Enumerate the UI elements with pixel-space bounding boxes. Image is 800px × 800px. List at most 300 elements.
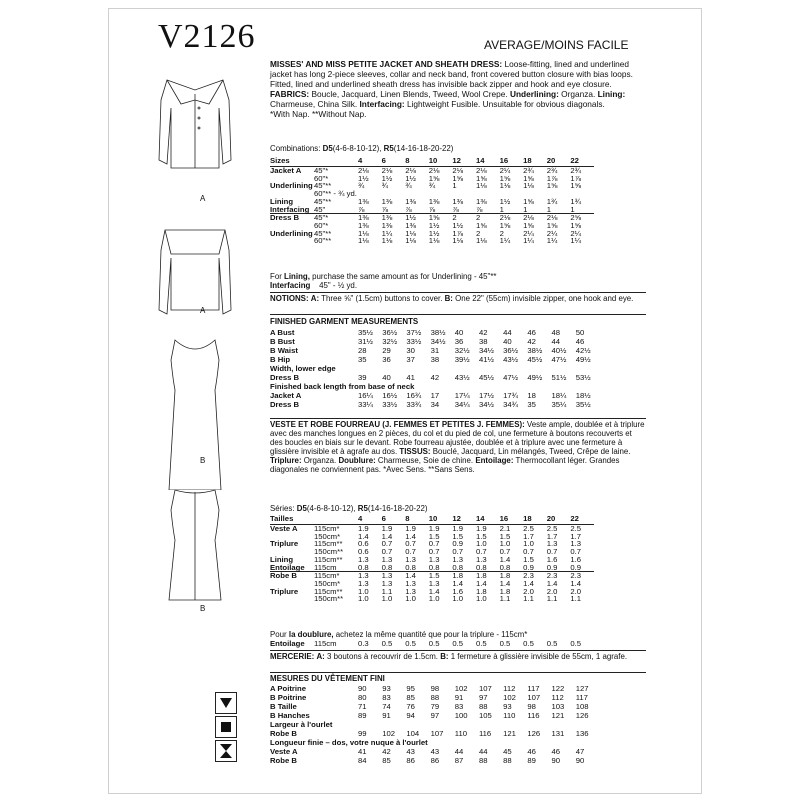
measurement-value: 46 (527, 328, 536, 337)
yardage-value: 2⅛ (405, 166, 416, 175)
yardage-value: 2.3 (523, 572, 547, 580)
measurement-value: 18½ (575, 391, 591, 400)
yardage-value: 0.8 (405, 562, 416, 572)
measurement-value: 42 (430, 373, 440, 382)
measurement-value: 94 (406, 711, 415, 720)
yardage-value: 1.9 (358, 524, 369, 533)
symbol-icons (215, 692, 237, 764)
size-header: 12 (452, 514, 476, 525)
yardage-value: 0.8 (428, 562, 440, 572)
yardage-value: 1⅛ (358, 228, 369, 238)
yardage-value: 1⅛ (475, 181, 487, 191)
measurement-value: 40 (503, 337, 512, 346)
yardage-value: 1.0 (428, 594, 440, 604)
measurement-value: 43½ (503, 355, 519, 364)
measurement-value: 131 (551, 729, 565, 738)
measurement-value: 83 (382, 693, 391, 702)
fabric-width: 115cm* (314, 572, 358, 580)
measurement-row (270, 355, 600, 364)
size-header: 20 (547, 156, 571, 167)
yardage-value: 1⅝ (523, 220, 534, 230)
yardage-value: 0.7 (546, 547, 558, 557)
yardage-value: 1⅛ (358, 236, 369, 246)
measurement-row (270, 738, 600, 747)
measurement-value: 110 (503, 711, 516, 720)
fabric-width: 115cm** (314, 586, 343, 596)
size-header: 8 (405, 156, 429, 167)
measurement-row (270, 684, 600, 693)
yardage-value: 1.3 (358, 554, 369, 564)
fabric-width: 60"** - ¾ yd. (314, 189, 357, 199)
yardage-value: 0.7 (381, 539, 393, 549)
measurement-value: 34½ (478, 400, 494, 409)
measurement-value: 16½ (382, 391, 398, 400)
yardage-value: ⅞ (381, 204, 389, 214)
yardage-value: 0.8 (499, 562, 511, 572)
size-header: 4 (358, 156, 382, 167)
yardage-value: 1⅜ (381, 196, 393, 206)
sketch-label-b-front: B (200, 456, 206, 465)
yardage-value: 2¼ (546, 228, 558, 238)
yardage-value: 1⅜ (428, 196, 440, 206)
yardage-value: 1.4 (405, 531, 416, 541)
row-label: Veste A (270, 524, 298, 533)
yardage-value: 1¼ (499, 236, 511, 246)
yardage-value: 1⅞ (546, 173, 558, 183)
yardage-value: 1.9 (381, 524, 393, 533)
yardage-value: 1.3 (546, 539, 558, 549)
measurement-value: 90 (358, 684, 367, 693)
fabric-width: 115cm* (314, 524, 340, 533)
yardage-value: 1¼ (381, 228, 393, 238)
yardage-value: 1.8 (475, 586, 487, 596)
measurement-value: 35 (358, 355, 367, 364)
yardage-value: 1.8 (452, 572, 476, 580)
size-header: 22 (570, 156, 594, 167)
size-header: 10 (429, 156, 453, 167)
row-label: Entoilage (270, 639, 305, 648)
yardage-value: 1.9 (452, 524, 464, 533)
measurement-value: 35¼ (551, 400, 567, 409)
interfacing-text: Lightweight Fusible. Unsuitable for obvious diagonals. (406, 99, 605, 109)
measurement-value: 87 (454, 756, 464, 765)
measurement-value: 32½ (454, 346, 470, 355)
measurement-label: A Bust (270, 328, 295, 337)
yardage-value: 1 (452, 181, 457, 191)
measurement-value: 39½ (454, 355, 470, 364)
divider (270, 672, 646, 673)
row-label: Lining (270, 196, 294, 206)
yardage-value: 1½ (405, 214, 429, 222)
yardage-value: 1¾ (546, 196, 558, 206)
yardage-value: 0.9 (452, 539, 464, 549)
fabric-width: 45"* (314, 214, 358, 222)
yardage-value: 1⅜ (452, 196, 464, 206)
yardage-value: 2¾ (546, 166, 558, 175)
measurement-value: 46 (527, 747, 536, 756)
measurement-value: 29 (382, 346, 391, 355)
measurement-value: 93 (503, 702, 512, 711)
yardage-value: 1⅝ (475, 173, 487, 183)
row-label (270, 237, 314, 245)
measurement-value: 33½ (382, 400, 398, 409)
measurement-value: 98 (430, 684, 440, 693)
measurements-heading-en: FINISHED GARMENT MEASUREMENTS (270, 317, 419, 326)
fabric-width: 115cm** (314, 539, 343, 549)
yardage-value: 1.6 (570, 554, 582, 564)
measurement-value: 107 (430, 729, 444, 738)
fabric-width: 45" (314, 204, 326, 214)
yardage-value: 1.0 (452, 594, 464, 604)
measurement-value: 117 (527, 684, 540, 693)
yardage-table-fr (270, 514, 594, 603)
measurement-value: 40½ (551, 346, 567, 355)
measurements-heading-fr: MESURES DU VÊTEMENT FINI (270, 674, 385, 683)
yardage-value: 1½ (499, 196, 511, 206)
yardage-value: 1⅛ (452, 236, 464, 246)
yardage-value: 1⅞ (570, 173, 582, 183)
yardage-value: 0.3 (358, 639, 369, 648)
yardage-value: 1⅛ (381, 236, 393, 246)
fabrics-text: Boucle, Jacquard, Linen Blends, Tweed, Wool Crepe. (311, 89, 508, 99)
yardage-value: 1.1 (546, 594, 558, 604)
yardage-value: 0.9 (523, 562, 534, 572)
measurement-value: 16¼ (358, 391, 373, 400)
measurement-value: 42½ (575, 346, 591, 355)
measurement-value: 36½ (382, 328, 398, 337)
yardage-value: 2¼ (523, 228, 534, 238)
size-header: 8 (405, 514, 429, 525)
measurement-value: 127 (575, 684, 589, 693)
measurement-value: 46 (551, 747, 561, 756)
measurement-value: 46 (575, 337, 585, 346)
measurement-value: 112 (503, 684, 516, 693)
measurement-value: 91 (382, 711, 391, 720)
notions-fr: MERCERIE: A: 3 boutons à recouvrir de 1.5cm. B: 1 fermeture à glissière invisible de 55cm, 1 agrafe. (270, 652, 628, 661)
measurement-value: 102 (503, 693, 516, 702)
yardage-value: 1⅜ (405, 196, 416, 206)
row-label: Robe B (270, 572, 314, 580)
yardage-value: 1.9 (475, 524, 487, 533)
yardage-value: 0.8 (475, 562, 487, 572)
sketch-label-b-back: B (200, 604, 206, 613)
measurement-row (270, 364, 600, 373)
pattern-number: V2126 (158, 18, 256, 55)
yardage-value: 1⅜ (358, 214, 382, 222)
measurement-row (270, 729, 600, 738)
measurement-value: 102 (454, 684, 468, 693)
measurement-value: 31 (430, 346, 440, 355)
yardage-value: 1.5 (429, 572, 453, 580)
yardage-table-en (270, 156, 594, 245)
measurement-value: 108 (575, 702, 589, 711)
yardage-value: 1⅝ (499, 220, 511, 230)
measurement-label: Robe B (270, 729, 297, 738)
yardage-value: 0.5 (381, 639, 393, 648)
sketch-label-a-back: A (200, 306, 206, 315)
dress-b-front-sketch (169, 340, 221, 490)
measurement-row (270, 400, 600, 409)
yardage-value: 1⅛ (405, 236, 416, 246)
measurement-value: 34½ (478, 346, 494, 355)
yardage-value: 2⅛ (381, 166, 393, 175)
measurement-label: Finished back length from base of neck (270, 382, 415, 391)
description-en (270, 59, 646, 119)
measurement-label: B Bust (270, 337, 295, 346)
square-icon (215, 716, 237, 738)
yardage-value: 1¼ (523, 236, 534, 246)
yardage-value: 1.4 (570, 578, 582, 588)
yardage-value: 0.5 (405, 639, 416, 648)
yardage-value: 1.5 (428, 531, 440, 541)
measurement-value: 95 (406, 684, 415, 693)
nap-note: *With Nap. **Without Nap. (270, 109, 367, 119)
measurement-value: 117 (575, 693, 588, 702)
lining-text: Charmeuse, China Silk. (270, 99, 358, 109)
measurement-label: Dress B (270, 373, 300, 382)
measurement-value: 97 (430, 711, 440, 720)
yardage-value: ⅞ (428, 204, 436, 214)
measurement-value: 35½ (575, 400, 591, 409)
yardage-value: 2⅛ (475, 166, 487, 175)
measurement-value: 45½ (527, 355, 543, 364)
yardage-value: 1.3 (405, 554, 416, 564)
measurement-value: 40 (454, 328, 464, 337)
measurements-table-en (270, 328, 600, 409)
measurement-value: 34½ (430, 337, 446, 346)
yardage-value: 1.3 (405, 586, 416, 596)
yardage-value: 1⅝ (428, 173, 440, 183)
measurement-value: 17 (430, 391, 440, 400)
measurement-row (270, 337, 600, 346)
yardage-value: 1.4 (381, 531, 393, 541)
measurement-value: 44 (478, 747, 488, 756)
yardage-value: 2.5 (546, 524, 558, 533)
yardage-value: 1⅝ (570, 220, 582, 230)
yardage-value: 1⅜ (381, 220, 393, 230)
yardage-value: 1.4 (358, 531, 369, 541)
yardage-value: 1.3 (358, 572, 382, 580)
measurement-row (270, 720, 600, 729)
yardage-value: 1⅝ (475, 220, 487, 230)
measurement-value: 38½ (527, 346, 543, 355)
measurement-row (270, 373, 600, 382)
yardage-value: 0.7 (405, 547, 416, 557)
measurement-value: 84 (358, 756, 367, 765)
yardage-value: 0.8 (358, 562, 369, 572)
measurement-value: 43 (430, 747, 440, 756)
measurement-value: 126 (527, 729, 541, 738)
measurement-value: 100 (454, 711, 468, 720)
measurement-value: 74 (382, 702, 391, 711)
measurement-label: A Poitrine (270, 684, 307, 693)
yardage-value: 1.0 (523, 539, 534, 549)
measurement-value: 33¾ (406, 400, 422, 409)
yardage-value: 1.4 (523, 578, 534, 588)
notions-en: NOTIONS: A: Three ⅝" (1.5cm) buttons to cover. B: One 22" (55cm) invisible zipper, one hook and eye. (270, 294, 634, 303)
measurement-label: Width, lower edge (270, 364, 336, 373)
measurement-value: 35½ (358, 328, 373, 337)
yardage-row (270, 595, 594, 603)
measurement-row (270, 747, 600, 756)
yardage-value: ⅞ (452, 204, 459, 214)
description-title: MISSES' AND MISS PETITE JACKET AND SHEATH DRESS: (270, 59, 503, 69)
measurement-value: 88 (503, 756, 512, 765)
measurement-value: 79 (430, 702, 440, 711)
yardage-value: 2.3 (570, 572, 594, 580)
yardage-value: 2 (499, 228, 504, 238)
jacket-a-back-sketch (159, 230, 231, 314)
yardage-value: 1⅛ (405, 228, 416, 238)
yardage-value: 1.3 (428, 578, 440, 588)
measurement-value: 41½ (478, 355, 494, 364)
yardage-value: 1.0 (358, 586, 369, 596)
yardage-value: ¾ (381, 181, 389, 191)
yardage-value: 1.3 (405, 578, 416, 588)
measurement-label: Longueur finie – dos, votre nuque à l'ourlet (270, 738, 428, 747)
yardage-value: 1.4 (475, 578, 487, 588)
measurement-row (270, 346, 600, 355)
yardage-value: 1.3 (428, 554, 440, 564)
yardage-value: 1 (523, 204, 528, 214)
measurement-label: Largeur à l'ourlet (270, 720, 333, 729)
measurement-value: 93 (382, 684, 391, 693)
measurement-value: 47½ (551, 355, 567, 364)
yardage-value: 2¼ (499, 166, 511, 175)
yardage-value: 1⅜ (405, 220, 416, 230)
yardage-value: 2.0 (523, 586, 534, 596)
measurement-value: 116 (527, 711, 540, 720)
yardage-value: 1.0 (381, 594, 393, 604)
measurement-value: 33¼ (358, 400, 373, 409)
underlining-label: Underlining: (509, 89, 559, 99)
size-header: 14 (476, 514, 500, 525)
yardage-value: 1¼ (546, 236, 558, 246)
measurement-value: 107 (478, 684, 492, 693)
measurement-value: 126 (575, 711, 589, 720)
yardage-value: 1.5 (499, 531, 511, 541)
sizes-header: Sizes (270, 156, 314, 167)
yardage-value: 0.7 (475, 547, 487, 557)
yardage-value: 2 (452, 214, 476, 222)
measurement-value: 41 (406, 373, 415, 382)
yardage-value: 1⅛ (475, 236, 487, 246)
yardage-value: 2⅛ (523, 214, 547, 222)
measurements-table-fr (270, 684, 600, 765)
measurement-value: 86 (406, 756, 415, 765)
yardage-value: 1⅜ (475, 196, 487, 206)
difficulty-level: AVERAGE/MOINS FACILE (484, 38, 629, 52)
yardage-value: 1.4 (405, 572, 429, 580)
measurement-value: 121 (503, 729, 516, 738)
measurement-value: 33½ (406, 337, 422, 346)
size-header: 18 (523, 514, 547, 525)
measurement-value: 99 (358, 729, 367, 738)
yardage-value: 0.7 (523, 547, 534, 557)
measurement-value: 85 (382, 756, 391, 765)
yardage-value: 1¼ (570, 236, 582, 246)
measurement-value: 37½ (406, 328, 422, 337)
measurement-value: 89 (358, 711, 367, 720)
yardage-value: 1 (570, 204, 575, 214)
yardage-value: 1.9 (405, 524, 416, 533)
measurement-value: 49½ (527, 373, 543, 382)
dress-b-back-sketch (145, 480, 245, 610)
measurement-value: 90 (551, 756, 561, 765)
yardage-value: 1½ (428, 228, 440, 238)
measurement-value: 91 (454, 693, 464, 702)
yardage-value: 1.0 (499, 539, 511, 549)
entoilage-row-fr (270, 640, 594, 648)
width-header (314, 514, 358, 525)
measurement-value: 34¼ (454, 400, 470, 409)
yardage-value: 0.5 (546, 639, 558, 648)
yardage-value: 1.3 (570, 539, 582, 549)
measurement-value: 34¾ (503, 400, 519, 409)
size-header: 18 (523, 156, 547, 167)
measurement-value: 51½ (551, 373, 567, 382)
measurement-row (270, 756, 600, 765)
measurement-value: 41 (358, 747, 367, 756)
yardage-value: 1⅛ (428, 236, 440, 246)
underlining-text: Organza. (561, 89, 596, 99)
measurement-value: 112 (551, 693, 564, 702)
yardage-value: ⅞ (405, 204, 412, 214)
yardage-value: 1.4 (499, 578, 511, 588)
measurement-value: 16¾ (406, 391, 422, 400)
yardage-value: 1⅛ (523, 181, 534, 191)
yardage-value: 2⅛ (547, 214, 571, 222)
measurement-label: B Waist (270, 346, 298, 355)
measurement-value: 121 (551, 711, 565, 720)
fabric-width: 45"** (314, 228, 332, 238)
yardage-value: 1⅛ (499, 181, 511, 191)
yardage-value: 1⅝ (523, 196, 534, 206)
divider (270, 418, 646, 419)
yardage-value: 1½ (405, 173, 416, 183)
measurement-value: 102 (382, 729, 396, 738)
yardage-value: 2.5 (570, 524, 582, 533)
yardage-value: 2⅛ (428, 166, 440, 175)
size-header: 14 (476, 156, 500, 167)
measurement-value: 71 (358, 702, 367, 711)
fabric-width: 45"* (314, 166, 329, 175)
yardage-value: 1 (499, 204, 504, 214)
size-header: 16 (500, 514, 524, 525)
divider (270, 650, 646, 651)
measurement-label: Robe B (270, 756, 297, 765)
yardage-value: 2.1 (499, 524, 511, 533)
measurement-value: 105 (478, 711, 492, 720)
yardage-value: 1.7 (570, 531, 582, 541)
yardage-value: 1.0 (475, 539, 487, 549)
measurement-value: 122 (551, 684, 565, 693)
measurement-value: 17¼ (454, 391, 470, 400)
measurement-value: 17½ (478, 391, 494, 400)
size-header: 4 (358, 514, 382, 525)
yardage-value: 1⅝ (570, 181, 582, 191)
fabric-width: 115cm (314, 562, 337, 572)
yardage-value: 1.5 (452, 531, 464, 541)
measurement-value: 36½ (503, 346, 519, 355)
measurement-value: 136 (575, 729, 589, 738)
yardage-value: 2¾ (570, 166, 582, 175)
size-header: 16 (500, 156, 524, 167)
measurement-row (270, 382, 600, 391)
interfacing-label: Interfacing: (359, 99, 405, 109)
description-text: Loose-fitting, lined and underlined jacket has long 2-piece sleeves, collar and neck band, front covered button closure with bias loops. Fitted, lined and underlined sheath dress has invisible back zipper and hook and eye closure. (270, 59, 633, 89)
row-label: Underlining (270, 228, 313, 238)
